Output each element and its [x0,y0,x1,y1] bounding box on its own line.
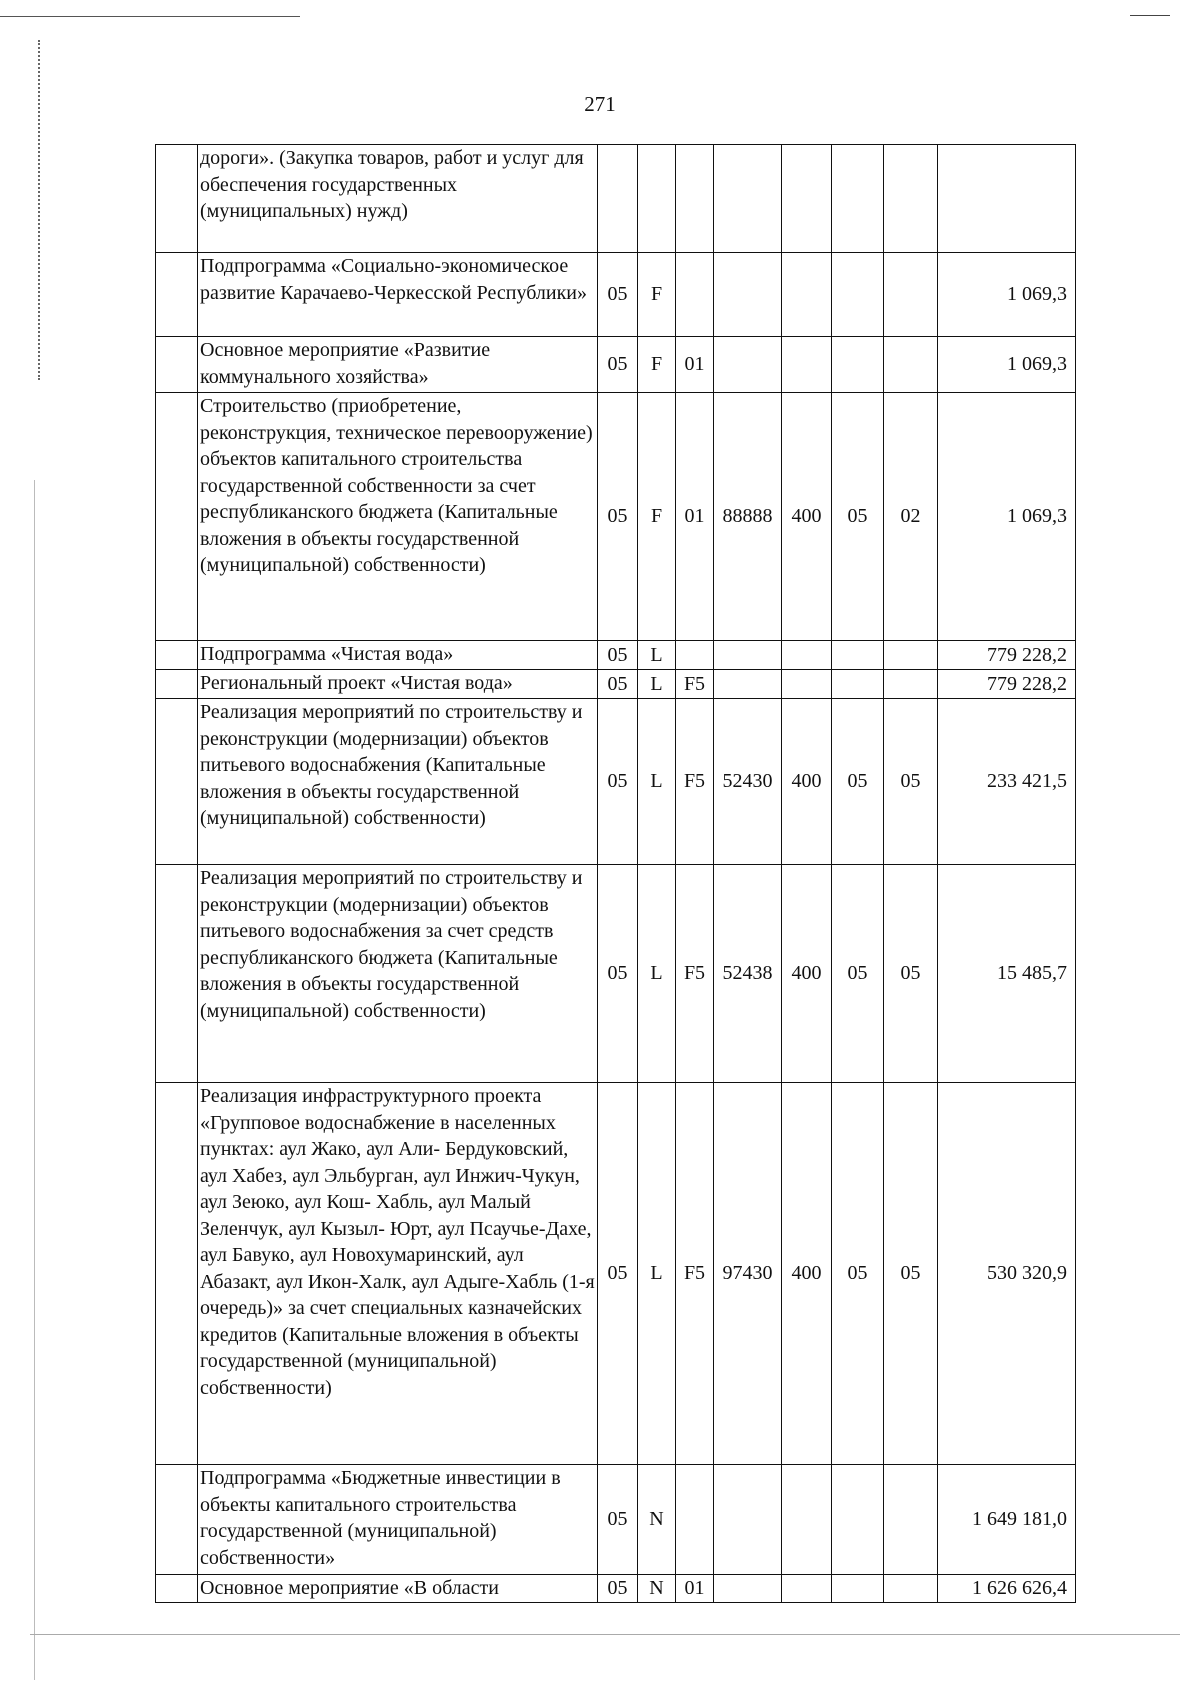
amount-cell: 779 228,2 [938,641,1076,670]
item-name: Основное мероприятие «В области [198,1575,598,1603]
item-name: Региональный проект «Чистая вода» [198,670,598,699]
code-cell: 05 [598,253,638,337]
code-cell: N [638,1575,676,1603]
code-cell [782,337,832,393]
table-row [156,641,1076,670]
code-cell [782,670,832,699]
code-cell: L [638,699,676,865]
scan-artifact-left-border [34,480,35,1680]
code-cell: 400 [782,865,832,1083]
code-cell: 05 [598,337,638,393]
code-cell: F [638,393,676,641]
row-number-cell [156,145,198,253]
scan-artifact-top-right-dash [1130,15,1170,16]
amount-cell: 1 069,3 [938,337,1076,393]
code-cell: 05 [884,1083,938,1465]
row-number-cell [156,670,198,699]
code-cell [832,641,884,670]
code-cell [832,145,884,253]
item-name: Реализация мероприятий по строительству и реконструкции (модернизации) объектов питьевого водоснабжения за счет средств республиканского бюджета (Капитальные вложения в объекты государственной (муниципальной) собственности) [198,865,598,1083]
row-number-cell [156,699,198,865]
row-number-cell [156,393,198,641]
code-cell: F [638,337,676,393]
code-cell [714,1575,782,1603]
table-row [156,865,1076,1083]
code-cell: L [638,865,676,1083]
code-cell: 05 [598,1465,638,1575]
budget-table [155,144,1076,1603]
code-cell [884,641,938,670]
code-cell [832,337,884,393]
code-cell: 05 [832,699,884,865]
row-number-cell [156,337,198,393]
code-cell [884,145,938,253]
table-row [156,337,1076,393]
code-cell: 05 [598,1083,638,1465]
code-cell [832,670,884,699]
code-cell: 400 [782,393,832,641]
code-cell [782,1575,832,1603]
item-name: Основное мероприятие «Развитие коммунального хозяйства» [198,337,598,393]
code-cell: 88888 [714,393,782,641]
code-cell [782,641,832,670]
scan-artifact-top-line [0,16,300,17]
code-cell: 52430 [714,699,782,865]
code-cell [714,145,782,253]
code-cell [832,1465,884,1575]
code-cell [782,1465,832,1575]
scan-artifact-left-edge [38,40,40,380]
code-cell: 01 [676,337,714,393]
code-cell [832,1575,884,1603]
code-cell [714,253,782,337]
code-cell: 400 [782,699,832,865]
code-cell: 05 [832,865,884,1083]
code-cell: 05 [832,1083,884,1465]
amount-cell: 530 320,9 [938,1083,1076,1465]
item-name: Подпрограмма «Социально-экономическое развитие Карачаево-Черкесской Республики» [198,253,598,337]
row-number-cell [156,865,198,1083]
item-name: Реализация мероприятий по строительству и реконструкции (модернизации) объектов питьевого водоснабжения (Капитальные вложения в объекты государственной (муниципальной) собственности) [198,699,598,865]
code-cell: 97430 [714,1083,782,1465]
code-cell: 05 [884,865,938,1083]
code-cell [676,641,714,670]
amount-cell: 1 649 181,0 [938,1465,1076,1575]
row-number-cell [156,1465,198,1575]
scan-artifact-bottom-line [30,1634,1180,1635]
table-row [156,145,1076,253]
code-cell: 05 [598,1575,638,1603]
code-cell: 05 [598,699,638,865]
code-cell: 05 [884,699,938,865]
table-row [156,1083,1076,1465]
code-cell [884,670,938,699]
code-cell: 05 [598,641,638,670]
code-cell [714,641,782,670]
item-name: Реализация инфраструктурного проекта «Групповое водоснабжение в населенных пунктах: аул Жако, аул Али- Бердуковский, аул Хабез, аул Эльбурган, аул Инжич-Чукун, аул Зеюко, аул Кош- Хабль, аул Малый Зеленчук, аул Кызыл- Юрт, аул Псаучье-Дахе, аул Бавуко, аул Новохумаринский, аул Абазакт, аул Икон-Халк, аул Адыге-Хабль (1-я очередь)» за счет специальных казначейских кредитов (Капитальные вложения в объекты государственной (муниципальной) собственности) [198,1083,598,1465]
page-number: 271 [584,92,616,116]
row-number-cell [156,253,198,337]
code-cell [638,145,676,253]
code-cell [714,1465,782,1575]
item-name: Подпрограмма «Бюджетные инвестиции в объекты капитального строительства государственной (муниципальной) собственности» [198,1465,598,1575]
code-cell [714,337,782,393]
item-name: Строительство (приобретение, реконструкция, техническое перевооружение) объектов капитального строительства государственной собственности за счет республиканского бюджета (Капитальные вложения в объекты государственной (муниципальной) собственности) [198,393,598,641]
table-row [156,393,1076,641]
code-cell [676,145,714,253]
code-cell: F5 [676,1083,714,1465]
code-cell: L [638,670,676,699]
code-cell: 01 [676,393,714,641]
code-cell [676,253,714,337]
code-cell: 52438 [714,865,782,1083]
amount-cell [938,145,1076,253]
row-number-cell [156,641,198,670]
table-row [156,670,1076,699]
code-cell: L [638,1083,676,1465]
amount-cell: 15 485,7 [938,865,1076,1083]
amount-cell: 1 069,3 [938,393,1076,641]
code-cell: 05 [832,393,884,641]
amount-cell: 233 421,5 [938,699,1076,865]
code-cell [884,1465,938,1575]
code-cell: F5 [676,699,714,865]
amount-cell: 1 626 626,4 [938,1575,1076,1603]
code-cell [884,253,938,337]
code-cell [676,1465,714,1575]
table-row [156,1575,1076,1603]
code-cell: 01 [676,1575,714,1603]
code-cell [598,145,638,253]
table-row [156,699,1076,865]
code-cell: F5 [676,865,714,1083]
code-cell [714,670,782,699]
code-cell: 02 [884,393,938,641]
code-cell: 05 [598,865,638,1083]
code-cell: F [638,253,676,337]
code-cell [884,1575,938,1603]
code-cell [782,145,832,253]
row-number-cell [156,1083,198,1465]
amount-cell: 779 228,2 [938,670,1076,699]
row-number-cell [156,1575,198,1603]
code-cell: 05 [598,670,638,699]
table-row [156,1465,1076,1575]
code-cell: 400 [782,1083,832,1465]
table-row [156,253,1076,337]
code-cell: F5 [676,670,714,699]
item-name: дороги». (Закупка товаров, работ и услуг для обеспечения государственных (муниципальных) нужд) [198,145,598,253]
code-cell [782,253,832,337]
item-name: Подпрограмма «Чистая вода» [198,641,598,670]
code-cell: N [638,1465,676,1575]
code-cell: 05 [598,393,638,641]
amount-cell: 1 069,3 [938,253,1076,337]
code-cell [884,337,938,393]
code-cell [832,253,884,337]
code-cell: L [638,641,676,670]
